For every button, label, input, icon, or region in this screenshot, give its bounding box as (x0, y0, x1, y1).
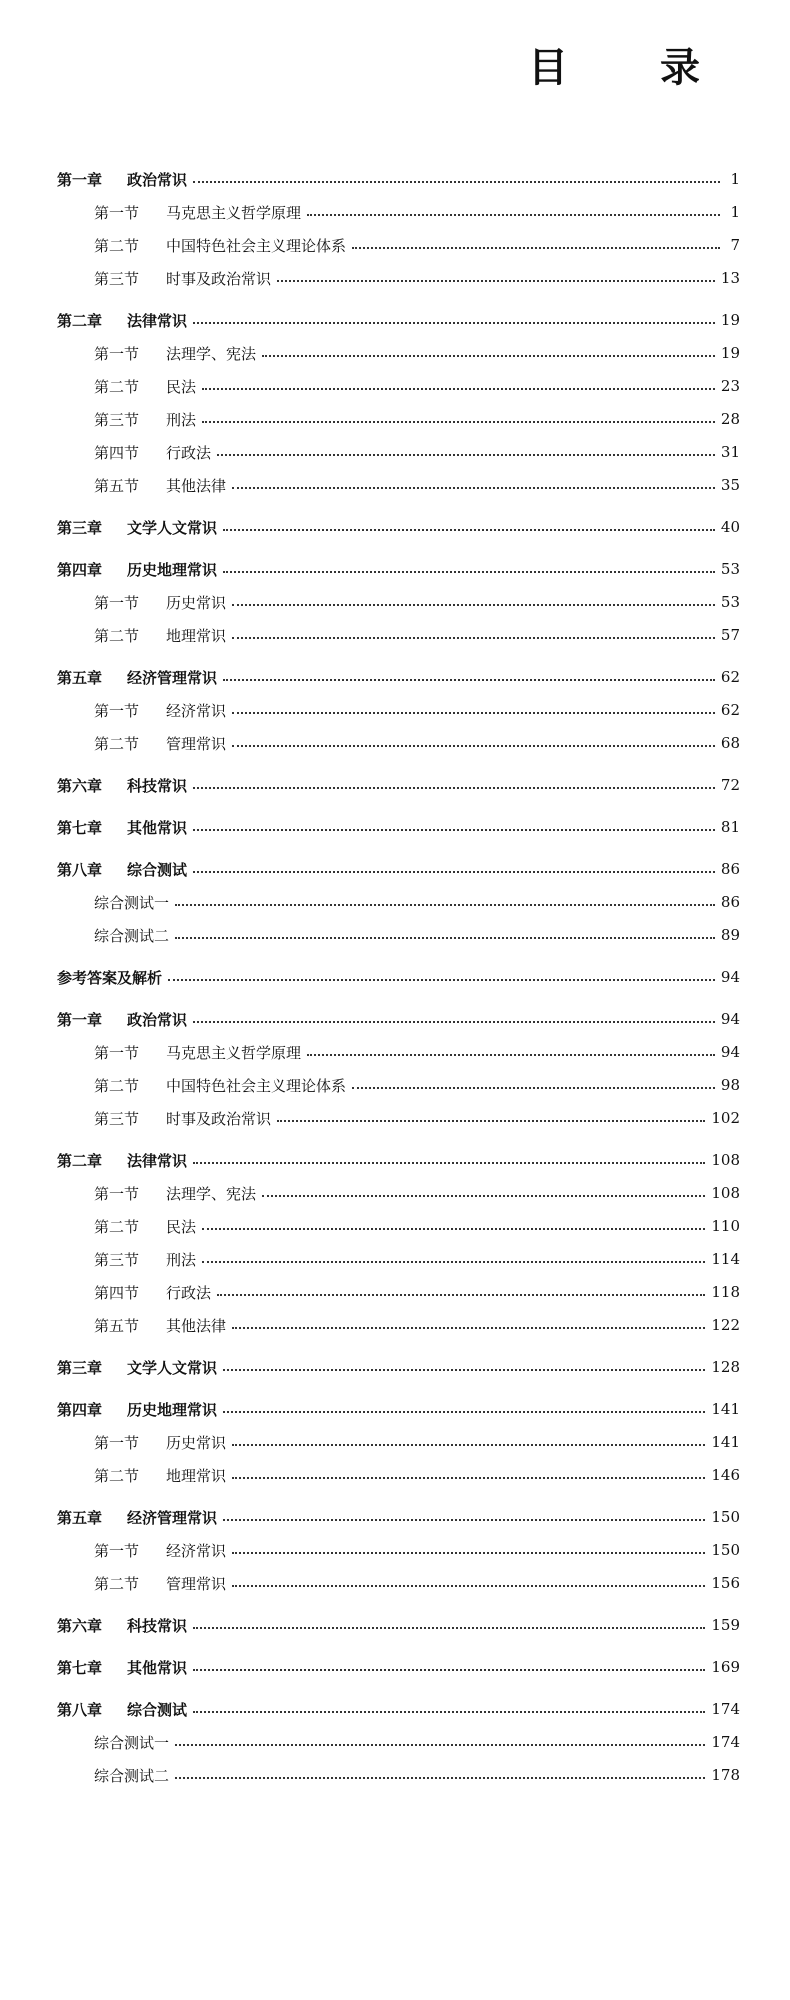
toc-page-number: 94 (720, 1010, 740, 1028)
toc-entry-title: 综合测试二 (94, 926, 170, 945)
dot-leader (193, 871, 715, 873)
toc-entry-title: 经济常识 (166, 701, 227, 720)
toc-page-number: 150 (711, 1541, 740, 1559)
toc-page-number: 174 (711, 1733, 740, 1751)
toc-entry-number: 第二节 (94, 1076, 140, 1095)
toc-entry-title: 科技常识 (127, 1616, 188, 1635)
toc-entry-title: 综合测试一 (94, 893, 170, 912)
toc-entry-number: 第四节 (94, 1283, 140, 1302)
dot-leader (307, 214, 720, 216)
toc-chapter-entry[interactable] (57, 962, 740, 992)
dot-leader (262, 1195, 705, 1197)
toc-page-number: 150 (711, 1508, 740, 1526)
toc-page-number: 19 (720, 344, 740, 362)
toc-entry-title: 管理常识 (166, 734, 227, 753)
toc-page-number: 86 (720, 860, 740, 878)
dot-leader (352, 1087, 715, 1089)
toc-entry-number: 第一节 (94, 1043, 140, 1062)
dot-leader (193, 1627, 705, 1629)
dot-leader (193, 181, 720, 183)
toc-entry-title: 地理常识 (166, 1466, 227, 1485)
toc-chapter-entry[interactable] (57, 812, 740, 842)
toc-page-number: 31 (720, 443, 740, 461)
dot-leader (232, 712, 715, 714)
toc-page-number: 114 (711, 1250, 740, 1268)
dot-leader (277, 280, 715, 282)
toc-entry-title: 民法 (166, 377, 197, 396)
dot-leader (193, 1021, 715, 1023)
toc-page-number: 141 (711, 1433, 740, 1451)
toc-entry-title: 参考答案及解析 (57, 968, 163, 987)
toc-page-number: 62 (720, 701, 740, 719)
toc-page-number: 86 (720, 893, 740, 911)
dot-leader (193, 787, 715, 789)
toc-section-entry[interactable] (57, 587, 740, 617)
toc-chapter-entry[interactable] (57, 1610, 740, 1640)
toc-entry-title: 经济管理常识 (127, 668, 218, 687)
toc-page-number: 68 (720, 734, 740, 752)
toc-page-number: 169 (711, 1658, 740, 1676)
toc-entry-title: 地理常识 (166, 626, 227, 645)
toc-entry-number: 第五章 (57, 1508, 103, 1527)
toc-chapter-entry[interactable] (57, 1145, 740, 1175)
toc-entry-number: 第八章 (57, 1700, 103, 1719)
toc-page-number: 62 (720, 668, 740, 686)
toc-entry-title: 历史常识 (166, 1433, 227, 1452)
toc-entry-title: 时事及政治常识 (166, 269, 272, 288)
toc-chapter-entry[interactable] (57, 1652, 740, 1682)
toc-entry-number: 第一节 (94, 203, 140, 222)
toc-section-entry[interactable] (57, 230, 740, 260)
page-title: 目 录 (528, 44, 726, 91)
dot-leader (193, 1669, 705, 1671)
toc-section-entry[interactable] (57, 338, 740, 368)
toc-section-entry[interactable] (57, 728, 740, 758)
toc-chapter-entry[interactable] (57, 1352, 740, 1382)
toc-entry-title: 政治常识 (127, 1010, 188, 1029)
toc-entry-title: 综合测试一 (94, 1733, 170, 1752)
toc-section-entry[interactable] (57, 197, 740, 227)
toc-page-number: 53 (720, 560, 740, 578)
toc-entry-title: 文学人文常识 (127, 1358, 218, 1377)
toc-section-entry[interactable] (57, 371, 740, 401)
toc-entry-number: 第五节 (94, 476, 140, 495)
dot-leader (232, 745, 715, 747)
toc-chapter-entry[interactable] (57, 1394, 740, 1424)
dot-leader (307, 1054, 715, 1056)
toc-entry-title: 其他常识 (127, 1658, 188, 1677)
toc-entry-number: 第三章 (57, 1358, 103, 1377)
toc-entry-title: 综合测试 (127, 1700, 188, 1719)
toc-entry-title: 民法 (166, 1217, 197, 1236)
toc-entry-number: 第三节 (94, 1250, 140, 1269)
toc-page-number: 178 (711, 1766, 740, 1784)
toc-entry-title: 刑法 (166, 410, 197, 429)
toc-chapter-entry[interactable] (57, 164, 740, 194)
dot-leader (175, 937, 715, 939)
toc-section-entry[interactable] (57, 695, 740, 725)
toc-entry-number: 第三节 (94, 269, 140, 288)
toc-entry-number: 第三节 (94, 1109, 140, 1128)
toc-entry-number: 第二章 (57, 1151, 103, 1170)
toc-page-number: 102 (711, 1109, 740, 1127)
dot-leader (217, 454, 715, 456)
toc-section-entry[interactable] (57, 1760, 740, 1790)
dot-leader (232, 1585, 705, 1587)
toc-entry-number: 第六章 (57, 1616, 103, 1635)
toc-page-number: 122 (711, 1316, 740, 1334)
toc-page-number: 141 (711, 1400, 740, 1418)
toc-chapter-entry[interactable] (57, 854, 740, 884)
dot-leader (277, 1120, 705, 1122)
toc-page-number: 159 (711, 1616, 740, 1634)
toc-entry-number: 第二节 (94, 1574, 140, 1593)
dot-leader (232, 637, 715, 639)
toc-section-entry[interactable] (57, 470, 740, 500)
dot-leader (232, 604, 715, 606)
toc-chapter-entry[interactable] (57, 1694, 740, 1724)
toc-entry-number: 第二节 (94, 734, 140, 753)
toc-entry-title: 中国特色社会主义理论体系 (166, 236, 347, 255)
toc-entry-number: 第二节 (94, 1217, 140, 1236)
toc-entry-title: 其他法律 (166, 476, 227, 495)
toc-entry-title: 经济常识 (166, 1541, 227, 1560)
toc-section-entry[interactable] (57, 1211, 740, 1241)
toc-entry-title: 中国特色社会主义理论体系 (166, 1076, 347, 1095)
toc-entry-number: 第一章 (57, 170, 103, 189)
toc-page-number: 118 (711, 1283, 740, 1301)
dot-leader (175, 1744, 705, 1746)
toc-entry-number: 第八章 (57, 860, 103, 879)
toc-entry-number: 第三章 (57, 518, 103, 537)
dot-leader (193, 1711, 705, 1713)
dot-leader (223, 1519, 705, 1521)
toc-page-number: 13 (720, 269, 740, 287)
dot-leader (193, 1162, 705, 1164)
toc-section-entry[interactable] (57, 1568, 740, 1598)
toc-section-entry[interactable] (57, 404, 740, 434)
toc-page-number: 72 (720, 776, 740, 794)
toc-entry-number: 第三节 (94, 410, 140, 429)
toc-chapter-entry[interactable] (57, 662, 740, 692)
toc-page-number: 94 (720, 968, 740, 986)
toc-page-number: 28 (720, 410, 740, 428)
toc-page-number: 98 (720, 1076, 740, 1094)
dot-leader (223, 529, 715, 531)
toc-entry-number: 第一节 (94, 1541, 140, 1560)
toc-entry-number: 第一节 (94, 1184, 140, 1203)
dot-leader (352, 247, 720, 249)
dot-leader (262, 355, 715, 357)
dot-leader (202, 1228, 705, 1230)
toc-page-number: 89 (720, 926, 740, 944)
dot-leader (232, 487, 715, 489)
toc-entry-number: 第二章 (57, 311, 103, 330)
dot-leader (232, 1444, 705, 1446)
dot-leader (202, 388, 715, 390)
toc-page-number: 128 (711, 1358, 740, 1376)
toc-section-entry[interactable] (57, 1178, 740, 1208)
toc-chapter-entry[interactable] (57, 305, 740, 335)
dot-leader (232, 1552, 705, 1554)
toc-page-number: 108 (711, 1151, 740, 1169)
toc-entry-title: 管理常识 (166, 1574, 227, 1593)
toc-chapter-entry[interactable] (57, 770, 740, 800)
toc-entry-number: 第二节 (94, 626, 140, 645)
toc-entry-title: 刑法 (166, 1250, 197, 1269)
toc-section-entry[interactable] (57, 437, 740, 467)
toc-entry-title: 其他法律 (166, 1316, 227, 1335)
toc-entry-title: 法律常识 (127, 1151, 188, 1170)
toc-section-entry[interactable] (57, 1460, 740, 1490)
toc-section-entry[interactable] (57, 620, 740, 650)
toc-page-number: 174 (711, 1700, 740, 1718)
toc-page-number: 57 (720, 626, 740, 644)
toc-section-entry[interactable] (57, 1535, 740, 1565)
toc-entry-title: 法理学、宪法 (166, 1184, 257, 1203)
toc-entry-number: 第四章 (57, 560, 103, 579)
toc-entry-number: 第一节 (94, 701, 140, 720)
toc-entry-title: 政治常识 (127, 170, 188, 189)
toc-entry-number: 第一节 (94, 344, 140, 363)
dot-leader (193, 829, 715, 831)
toc-entry-number: 第一章 (57, 1010, 103, 1029)
toc-page-number: 94 (720, 1043, 740, 1061)
toc-page-number: 23 (720, 377, 740, 395)
dot-leader (202, 421, 715, 423)
toc-entry-title: 行政法 (166, 1283, 212, 1302)
toc-entry-title: 其他常识 (127, 818, 188, 837)
toc-entry-title: 综合测试二 (94, 1766, 170, 1785)
toc-page-number: 81 (720, 818, 740, 836)
toc-entry-title: 历史地理常识 (127, 560, 218, 579)
dot-leader (232, 1477, 705, 1479)
toc-section-entry[interactable] (57, 1310, 740, 1340)
toc-page-number: 7 (730, 236, 740, 254)
toc-page-number: 1 (730, 203, 740, 221)
toc-entry-number: 第四章 (57, 1400, 103, 1419)
toc-chapter-entry[interactable] (57, 554, 740, 584)
toc-section-entry[interactable] (57, 1103, 740, 1133)
toc-entry-number: 第一节 (94, 593, 140, 612)
toc-section-entry[interactable] (57, 1070, 740, 1100)
toc-section-entry[interactable] (57, 1727, 740, 1757)
toc-entry-number: 第二节 (94, 236, 140, 255)
toc-section-entry[interactable] (57, 1244, 740, 1274)
toc-entry-title: 科技常识 (127, 776, 188, 795)
toc-section-entry[interactable] (57, 887, 740, 917)
toc-entry-title: 综合测试 (127, 860, 188, 879)
toc-chapter-entry[interactable] (57, 1004, 740, 1034)
toc-page-number: 146 (711, 1466, 740, 1484)
toc-page-number: 156 (711, 1574, 740, 1592)
dot-leader (202, 1261, 705, 1263)
toc-entry-number: 第二节 (94, 1466, 140, 1485)
toc-entry-title: 文学人文常识 (127, 518, 218, 537)
dot-leader (175, 1777, 705, 1779)
toc-entry-number: 第一节 (94, 1433, 140, 1452)
dot-leader (223, 1411, 705, 1413)
toc-chapter-entry[interactable] (57, 512, 740, 542)
toc-page-number: 35 (720, 476, 740, 494)
toc-section-entry[interactable] (57, 920, 740, 950)
dot-leader (175, 904, 715, 906)
toc-entry-number: 第六章 (57, 776, 103, 795)
dot-leader (232, 1327, 705, 1329)
toc-entry-title: 法律常识 (127, 311, 188, 330)
toc-section-entry[interactable] (57, 1427, 740, 1457)
toc-page-number: 53 (720, 593, 740, 611)
toc-entry-title: 历史地理常识 (127, 1400, 218, 1419)
toc-entry-title: 法理学、宪法 (166, 344, 257, 363)
dot-leader (223, 1369, 705, 1371)
toc-page-number: 108 (711, 1184, 740, 1202)
toc-entry-number: 第五章 (57, 668, 103, 687)
toc-entry-title: 行政法 (166, 443, 212, 462)
toc-entry-number: 第七章 (57, 1658, 103, 1677)
toc-entry-title: 时事及政治常识 (166, 1109, 272, 1128)
toc-page-number: 110 (711, 1217, 740, 1235)
toc-entry-number: 第五节 (94, 1316, 140, 1335)
dot-leader (223, 679, 715, 681)
toc-entry-title: 马克思主义哲学原理 (166, 1043, 302, 1062)
toc-page-number: 1 (730, 170, 740, 188)
toc-entry-title: 经济管理常识 (127, 1508, 218, 1527)
toc-page-number: 19 (720, 311, 740, 329)
dot-leader (168, 979, 715, 981)
dot-leader (223, 571, 715, 573)
toc-section-entry[interactable] (57, 1277, 740, 1307)
toc-section-entry[interactable] (57, 1037, 740, 1067)
toc-page-number: 40 (720, 518, 740, 536)
toc-entry-number: 第二节 (94, 377, 140, 396)
toc-entry-number: 第七章 (57, 818, 103, 837)
toc-entry-title: 历史常识 (166, 593, 227, 612)
dot-leader (217, 1294, 705, 1296)
toc-chapter-entry[interactable] (57, 1502, 740, 1532)
toc-entry-number: 第四节 (94, 443, 140, 462)
toc-entry-title: 马克思主义哲学原理 (166, 203, 302, 222)
toc-section-entry[interactable] (57, 263, 740, 293)
dot-leader (193, 322, 715, 324)
